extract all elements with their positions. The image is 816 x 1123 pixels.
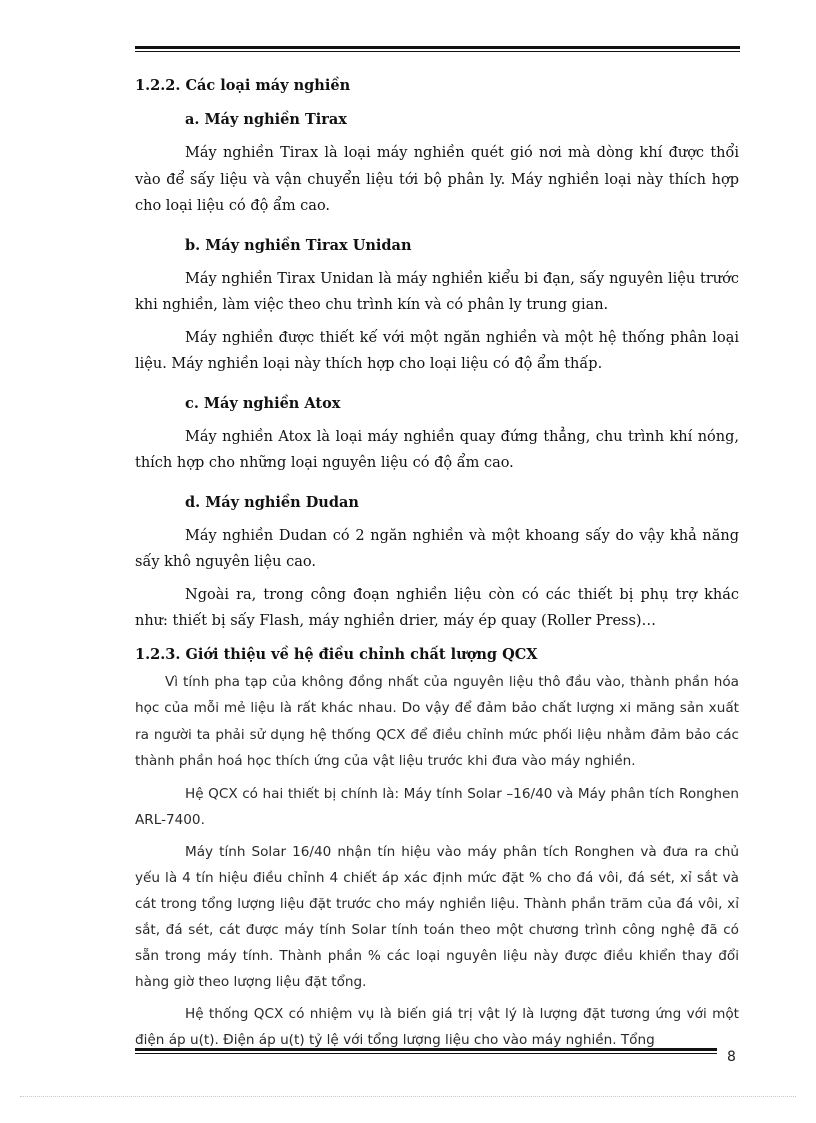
subheading-dudan: d. Máy nghiền Dudan <box>185 493 359 511</box>
page-body <box>135 72 739 1059</box>
paragraph-dudan-1: Máy nghiền Dudan có 2 ngăn nghiền và một khoang sấy do vậy khả năng sấy khô nguyên liệu cao. <box>135 527 739 570</box>
paragraph-qcx-intro: Vì tính pha tạp của không đồng nhất của nguyên liệu thô đầu vào, thành phần hóa học của mỗi mẻ liệu là rất khác nhau. Do vậy để đảm bảo chất lượng xi măng sản xuất ra người ta phải sử dụng hệ thống QCX để điều chỉnh mức phối liệu nhằm đảm bảo các thành phần hoá học thích ứng của vật liệu trước khi đưa vào máy nghiền. <box>135 673 739 769</box>
header-rule <box>135 46 740 52</box>
subheading-atox: c. Máy nghiền Atox <box>185 394 341 412</box>
page-number: 8 <box>727 1049 736 1065</box>
subheading-tirax: a. Máy nghiền Tirax <box>185 111 347 128</box>
paragraph-tirax: Máy nghiền Tirax là loại máy nghiền quét gió nơi mà dòng khí được thổi vào để sấy liệu và vận chuyển liệu tới bộ phân ly. Máy nghiền loại này thích hợp cho loại liệu có độ ẩm cao. <box>135 145 739 214</box>
paragraph-tirax-unidan-1: Máy nghiền Tirax Unidan là máy nghiền kiểu bi đạn, sấy nguyên liệu trước khi nghiền, làm việc theo chu trình kín và có phân ly trung gian. <box>135 270 739 313</box>
paragraph-tirax-unidan-2: Máy nghiền được thiết kế với một ngăn nghiền và một hệ thống phân loại liệu. Máy nghiền loại này thích hợp cho loại liệu có độ ẩm thấp. <box>135 329 739 372</box>
paragraph-atox: Máy nghiền Atox là loại máy nghiền quay đứng thẳng, chu trình khí nóng, thích hợp cho những loại nguyên liệu có độ ẩm cao. <box>135 428 739 471</box>
paragraph-solar: Máy tính Solar 16/40 nhận tín hiệu vào máy phân tích Ronghen và đưa ra chủ yếu là 4 tín hiệu điều chỉnh 4 chiết áp xác định mức đặt % cho đá vôi, đá sét, xỉ sắt và cát trong tổng lượng liệu đặt trước cho máy nghiền liệu. Thành phần trăm của đá vôi, xỉ sắt, đá sét, cát được máy tính Solar tính toán theo một chương trình công nghệ đã có sẵn trong máy tính. Thành phần % các loại nguyên liệu này được điều khiển thay đổi hàng giờ theo lượng liệu đặt tổng. <box>135 843 739 990</box>
page-edge-divider <box>20 1096 796 1097</box>
footer-rule <box>135 1048 717 1054</box>
section-1-2-3-body <box>135 669 739 1053</box>
paragraph-qcx-devices: Hệ QCX có hai thiết bị chính là: Máy tính Solar –16/40 và Máy phân tích Ronghen ARL-7400. <box>135 785 739 828</box>
paragraph-qcx-task: Hệ thống QCX có nhiệm vụ là biến giá trị vật lý là lượng đặt tương ứng với một điện áp u(t). Điện áp u(t) tỷ lệ với tổng lượng liệu cho vào máy nghiền. Tổng <box>135 1005 739 1048</box>
section-heading-1-2-2: 1.2.2. Các loại máy nghiền <box>135 77 351 94</box>
section-heading-1-2-3: 1.2.3. Giới thiệu về hệ điều chỉnh chất lượng QCX <box>135 645 538 663</box>
paragraph-dudan-2: Ngoài ra, trong công đoạn nghiền liệu còn có các thiết bị phụ trợ khác như: thiết bị sấy Flash, máy nghiền drier, máy ép quay (Roller Press)… <box>135 586 739 629</box>
subheading-tirax-unidan: b. Máy nghiền Tirax Unidan <box>185 236 412 254</box>
